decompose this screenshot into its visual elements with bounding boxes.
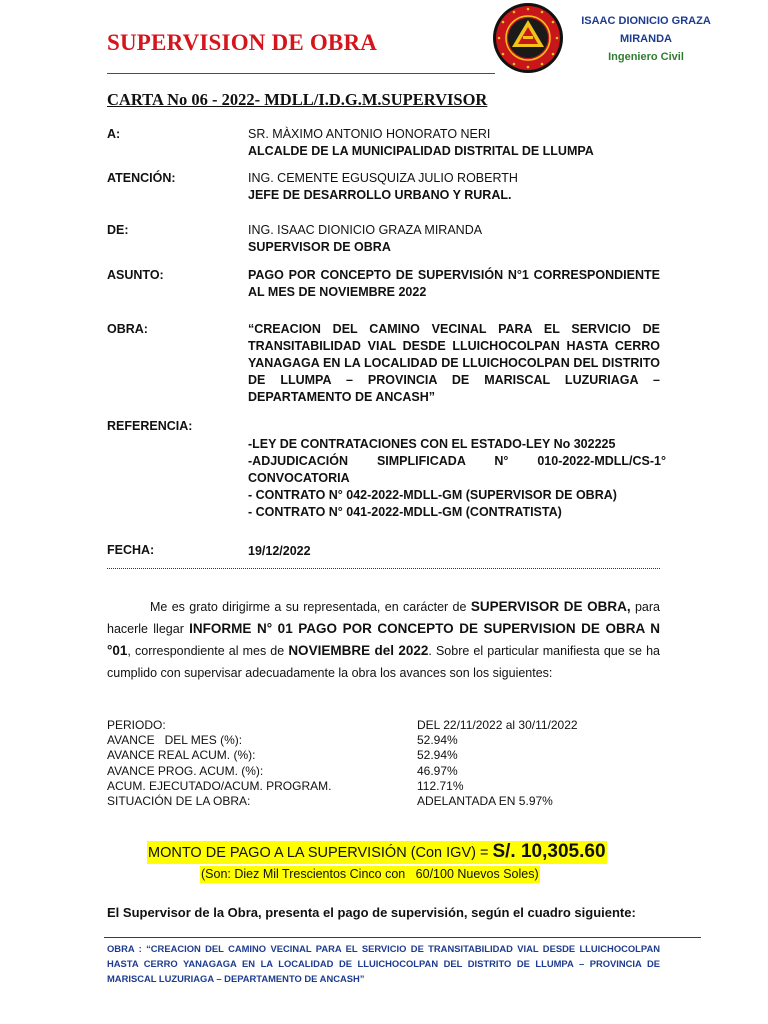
- footer-project-note: OBRA : “CREACION DEL CAMINO VECINAL PARA EL SERVICIO DE TRANSITABILIDAD VIAL DESDE LLUICHOCOLPAN HASTA CERRO YANAGAGA EN LA LOCALIDAD DE LLUICHOCOLPAN DEL DISTRITO DE LLUMPA – PROVINCIA DE MARISCAL LUZURIAGA – DEPARTAMENTO DE ANCASH”: [107, 943, 660, 984]
- field-de-value: [248, 222, 482, 256]
- field-referencia-label: REFERENCIA:: [107, 419, 193, 433]
- subject-text: PAGO POR CONCEPTO DE SUPERVISIÓN N°1 CORRESPONDIENTE AL MES DE NOVIEMBRE 2022: [248, 268, 660, 299]
- engineer-signature-block: [572, 12, 720, 66]
- project-name-text: “CREACION DEL CAMINO VECINAL PARA EL SERVICIO DE TRANSITABILIDAD VIAL DESDE LLUICHOCOLPAN HASTA CERRO YANAGAGA EN LA LOCALIDAD DE LLUICHOCOLPAN DEL DISTRITO DE LLUMPA – PROVINCIA DE MARISCAL LUZURIAGA – DEPARTAMENTO DE ANCASH”: [248, 322, 660, 404]
- field-de-label: DE:: [107, 223, 129, 237]
- document-header-title: SUPERVISION DE OBRA: [107, 30, 378, 55]
- reference-item: - CONTRATO N° 041-2022-MDLL-GM (CONTRATISTA): [248, 505, 562, 519]
- attention-position: JEFE DE DESARROLLO URBANO Y RURAL.: [248, 188, 512, 202]
- progress-value: 52.94%: [417, 733, 458, 747]
- field-atencion-value: [248, 170, 518, 204]
- footer-divider: [104, 937, 701, 938]
- sender-name: ING. ISAAC DIONICIO GRAZA MIRANDA: [248, 223, 483, 237]
- progress-label: AVANCE PROG. ACUM. (%):: [107, 764, 264, 778]
- progress-value: ADELANTADA EN 5.97%: [417, 794, 553, 808]
- payment-amount-highlight: [147, 841, 607, 864]
- reference-item: - CONTRATO N° 042-2022-MDLL-GM (SUPERVISOR DE OBRA): [248, 488, 617, 502]
- letter-reference-title: CARTA No 06 - 2022- MDLL/I.D.G.M.SUPERVISOR: [107, 90, 488, 109]
- progress-value: 52.94%: [417, 748, 458, 762]
- attention-name: ING. CEMENTE EGUSQUIZA JULIO ROBERTH: [248, 171, 518, 185]
- field-atencion-label: ATENCIÓN:: [107, 171, 176, 185]
- progress-value: DEL 22/11/2022 al 30/11/2022: [417, 718, 578, 732]
- dotted-separator: [107, 568, 660, 569]
- progress-label: ACUM. EJECUTADO/ACUM. PROGRAM.: [107, 779, 332, 793]
- engineer-name-line2: MIRANDA: [620, 33, 672, 45]
- progress-value: 112.71%: [417, 779, 464, 793]
- field-obra-label: OBRA:: [107, 322, 148, 336]
- payment-amount-in-words: (Son: Diez Mil Trescientos Cinco con 60/100 Nuevos Soles): [201, 867, 539, 881]
- reference-list: [248, 436, 666, 521]
- progress-label: SITUACIÓN DE LA OBRA:: [107, 794, 251, 808]
- closing-statement: El Supervisor de la Obra, presenta el pago de supervisión, según el cuadro siguiente:: [107, 905, 636, 920]
- progress-label: AVANCE REAL ACUM. (%):: [107, 748, 256, 762]
- field-a-label: A:: [107, 127, 121, 141]
- engineering-seal-logo: [492, 2, 564, 74]
- letter-body: [107, 596, 660, 684]
- payment-label: MONTO DE PAGO A LA SUPERVISIÓN (Con IGV) =: [148, 845, 493, 861]
- field-asunto-label: ASUNTO:: [107, 268, 164, 282]
- recipient-name: SR. MÀXIMO ANTONIO HONORATO NERI: [248, 127, 491, 141]
- field-a-value: [248, 126, 594, 160]
- recipient-position: ALCALDE DE LA MUNICIPALIDAD DISTRITAL DE LLUMPA: [248, 144, 594, 158]
- letter-date: 19/12/2022: [248, 544, 311, 558]
- engineer-profession: Ingeniero Civil: [608, 51, 684, 63]
- reference-item: -ADJUDICACIÓN SIMPLIFICADA N° 010-2022-MDLL/CS-1° CONVOCATORIA: [248, 454, 666, 485]
- reference-item: -LEY DE CONTRATACIONES CON EL ESTADO-LEY No 302225: [248, 437, 616, 451]
- progress-label: PERIODO:: [107, 718, 166, 732]
- progress-label: AVANCE DEL MES (%):: [107, 733, 243, 747]
- body-paragraph: Me es grato dirigirme a su representada, en carácter de SUPERVISOR DE OBRA, para hacerle llegar INFORME N° 01 PAGO POR CONCEPTO DE SUPERVISION DE OBRA N °01, correspondiente al mes de NOVIEMBRE del 2022. Sobre el particular manifiesta que se ha cumplido con supervisar adecuadamente la obra los avances son los siguientes:: [107, 599, 661, 680]
- progress-value: 46.97%: [417, 764, 458, 778]
- header-divider: [107, 73, 495, 74]
- field-fecha-label: FECHA:: [107, 543, 155, 557]
- sender-position: SUPERVISOR DE OBRA: [248, 240, 391, 254]
- payment-amount: S/. 10,305.60: [492, 841, 606, 862]
- engineer-name-line1: ISAAC DIONICIO GRAZA: [581, 15, 711, 27]
